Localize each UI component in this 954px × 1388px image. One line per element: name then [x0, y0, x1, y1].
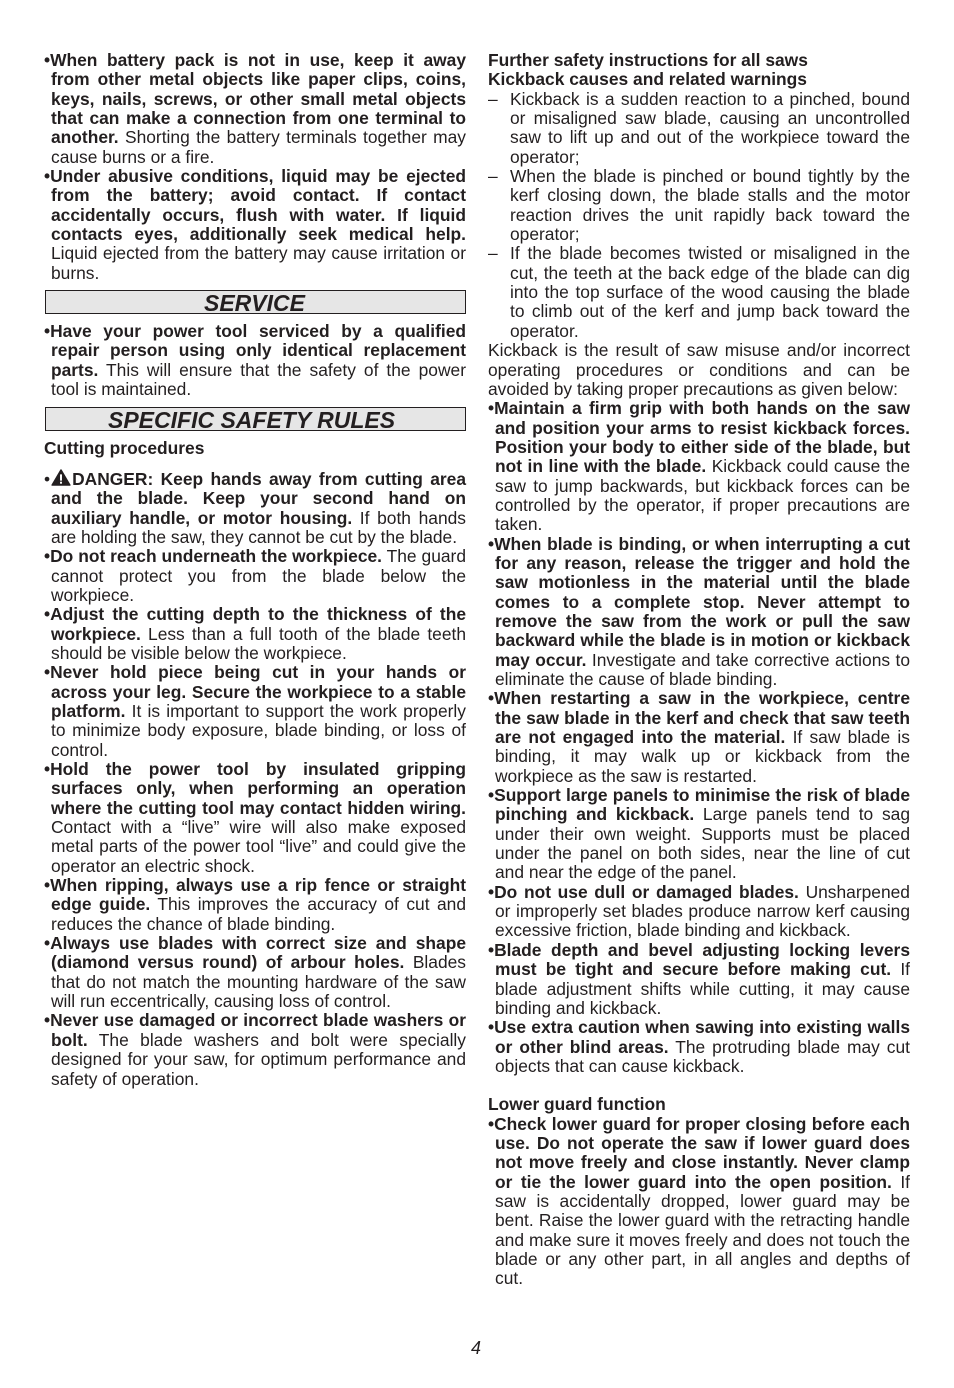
rule-item: •Adjust the cutting depth to the thickness of the workpiece. Less than a full tooth of the blade teeth should be visible below the workpiece.: [44, 604, 466, 663]
further-safety-heading: Further safety instructions for all saws: [488, 50, 808, 70]
kickback-rules-list: [488, 399, 910, 1076]
rule-item: •Blade depth and bevel adjusting locking levers must be tight and secure before making cut. If blade adjustment shifts while cutting, it may cause binding and kickback.: [488, 939, 910, 1018]
rule-item: •Support large panels to minimise the risk of blade pinching and kickback. Large panels tend to sag under their own weight. Supports must be placed under the panel on both sides, near the line of cut and near the edge of the panel.: [488, 785, 910, 883]
cutting-rules-list: [44, 547, 466, 1089]
rule-item: •Hold the power tool by insulated gripping surfaces only, when performing an operation where the cutting tool may contact hidden wiring. Contact with a “live” wire will also make exposed metal parts of the power tool “live” and could give the operator an electric shock.: [44, 759, 466, 876]
right-column: [488, 51, 910, 1289]
rule-item: •When blade is binding, or when interrupting a cut for any reason, release the trigger and hold the saw motionless in the material until the blade comes to a complete stop. Never attempt to remove the saw from the work or pull the saw backward while the blade is in motion or kickback may occur. Investigate and take corrective actions to eliminate the cause of blade binding.: [488, 533, 910, 689]
specific-safety-rules-heading: SPECIFIC SAFETY RULES: [45, 407, 466, 431]
rule-item: •Never use damaged or incorrect blade washers or bolt. The blade washers and bolt were specially designed for your saw, for optimum performance and safety of operation.: [44, 1010, 466, 1089]
kickback-cause-item: – If the blade becomes twisted or misaligned in the cut, the teeth at the back edge of the blade can dig into the top surface of the wood causing the blade to climb out of the kerf and jump back toward the operator.: [488, 243, 910, 341]
danger-rule: • DANGER: Keep hands away from cutting area and the blade. Keep your second hand on auxiliary handle, or motor housing. If both hands are holding the saw, they cannot be cut by the blade.: [44, 468, 466, 547]
battery-warning-2: •Under abusive conditions, liquid may be ejected from the battery; avoid contact. If contact accidentally occurs, flush with water. If liquid contacts eyes, additionally seek medical help. Liquid ejected from the battery may cause irritation or burns.: [44, 166, 466, 283]
rule-item: •Always use blades with correct size and shape (diamond versus round) of arbour holes. Blades that do not match the mounting hardware of the saw will run eccentrically, causing loss of control.: [44, 933, 466, 1012]
lower-guard-rule: •Check lower guard for proper closing before each use. Do not operate the saw if lower guard does not move freely and close instantly. Never clamp or tie the lower guard into the open position. If saw is accidentally dropped, lower guard may be bent. Raise the lower guard with the retracting handle and make sure it moves freely and does not touch the blade or any other part, in all angles and depths of cut.: [488, 1113, 911, 1289]
page-number: 4: [471, 1338, 482, 1358]
kickback-intro: Kickback is the result of saw misuse and/or incorrect operating procedures or conditions and can be avoided by taking proper precautions as given below:: [488, 340, 910, 399]
kickback-cause-item: – Kickback is a sudden reaction to a pinched, bound or misaligned saw blade, causing an uncontrolled saw to lift up and out of the workpiece toward the operator;: [488, 88, 910, 167]
rule-item: •Use extra caution when sawing into existing walls or other blind areas. The protruding blade may cut objects that can cause kickback.: [488, 1017, 910, 1076]
warning-triangle-icon: [50, 469, 72, 486]
left-column: [44, 51, 466, 1089]
kickback-cause-item: – When the blade is pinched or bound tightly by the kerf closing down, the blade stalls and the motor reaction drives the unit rapidly back toward the operator;: [488, 166, 910, 245]
rule-item: •Never hold piece being cut in your hands or across your leg. Secure the workpiece to a stable platform. It is important to support the work properly to minimize body exposure, blade binding, or loss of control.: [44, 662, 466, 760]
service-rule: •Have your power tool serviced by a qualified repair person using only identical replacement parts. This will ensure that the safety of the power tool is maintained.: [44, 321, 466, 400]
service-heading: SERVICE: [45, 290, 466, 314]
rule-item: •Do not reach underneath the workpiece. The guard cannot protect you from the blade below the workpiece.: [44, 546, 466, 605]
rule-item: •When ripping, always use a rip fence or straight edge guide. This improves the accuracy of cut and reduces the chance of blade binding.: [44, 875, 466, 934]
lower-guard-heading: Lower guard function: [488, 1094, 666, 1115]
kickback-causes-list: [488, 90, 910, 341]
battery-warning-1: •When battery pack is not in use, keep it away from other metal objects like paper clips, coins, keys, nails, screws, or other small metal objects that can make a connection from one terminal to another. Shorting the battery terminals together may cause burns or a fire.: [44, 50, 466, 167]
rule-item: •Do not use dull or damaged blades. Unsharpened or improperly set blades produce narrow kerf causing excessive friction, blade binding and kickback.: [488, 881, 910, 941]
rule-item: •When restarting a saw in the workpiece, centre the saw blade in the kerf and check that saw teeth are not engaged into the material. If saw blade is binding, it may walk up or kickback from the workpiece as the saw is restarted.: [488, 688, 910, 786]
cutting-procedures-heading: Cutting procedures: [44, 437, 205, 458]
rule-item: •Maintain a firm grip with both hands on the saw and position your arms to resist kickback forces. Position your body to either side of the blade, but not in line with the blade. Kickback could cause the saw to jump backwards, but kickback forces can be controlled by the operator, if proper precautions are taken.: [488, 398, 910, 535]
kickback-heading: Kickback causes and related warnings: [488, 69, 807, 90]
